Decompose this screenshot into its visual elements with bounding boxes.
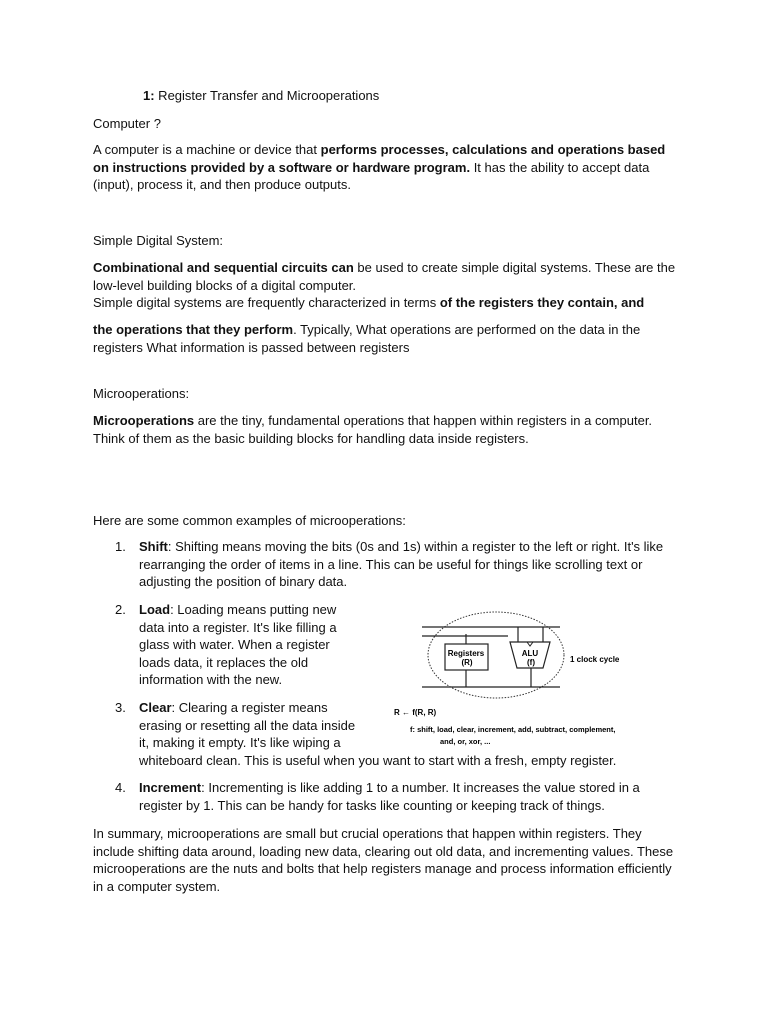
register-transfer-diagram bbox=[388, 604, 678, 754]
clock-cycle-label: 1 clock cycle bbox=[570, 655, 620, 664]
microoperations-heading: Microoperations: bbox=[93, 386, 190, 401]
alu-sublabel: (f) bbox=[527, 658, 535, 667]
microoperations-paragraph bbox=[93, 412, 683, 447]
micro-text: are the tiny, fundamental operations that happen within registers in a computer. Think of them as the basic building blocks for handling data inside registers. bbox=[93, 413, 653, 446]
computer-paragraph bbox=[93, 141, 683, 194]
sd-text-bold-1: Combinational and sequential circuits can bbox=[93, 260, 354, 275]
list-number: 4. bbox=[115, 780, 126, 795]
computer-text-b: It has the ability to accept data (input), process it, and then produce outputs. bbox=[93, 159, 650, 192]
computer-text-bold: performs processes, calculations and operations based on instructions provided by a software or hardware program. bbox=[93, 142, 666, 175]
sd-text-1: be used to create simple digital systems. These are the low-level building blocks of a digital computer. bbox=[93, 260, 676, 293]
term-load: Load bbox=[139, 602, 171, 617]
list-item-text: Shift: Shifting means moving the bits (0s and 1s) within a register to the left or right. It's like rearranging the order of items in a line. This can be useful for things like scrolling text or adjusting the position of binary data. bbox=[139, 539, 664, 589]
list-item-text: Increment: Incrementing is like adding 1 to a number. It increases the value stored in a register by 1. This can be handy for tasks like counting or keeping track of things. bbox=[139, 780, 640, 813]
list-number: 3. bbox=[115, 700, 126, 715]
list-item-text-continued: whiteboard clean. This is useful when you want to start with a fresh, empty register. bbox=[139, 753, 617, 768]
title-number: 1: bbox=[143, 88, 155, 103]
list-number: 2. bbox=[115, 602, 126, 617]
sd-text-bold-2: of the registers they contain, and bbox=[439, 295, 645, 310]
list-item-text: Clear: Clearing a register means erasing or resetting all the data inside it, making it empty. It's like wiping a bbox=[139, 700, 356, 750]
micro-text-bold: Microoperations bbox=[93, 413, 195, 428]
registers-sublabel: (R) bbox=[461, 658, 473, 667]
page-title bbox=[143, 87, 733, 105]
list-number: 1. bbox=[115, 539, 126, 554]
simple-digital-heading: Simple Digital System: bbox=[93, 233, 224, 248]
summary-paragraph: In summary, microoperations are small but crucial operations that happen within registers. They include shifting data around, loading new data, clearing out old data, and incrementing values. These microoperations are the nuts and bolts that help registers manage and process information efficiently in a computer system. bbox=[93, 826, 674, 894]
registers-label: Registers bbox=[447, 649, 485, 658]
sd-text-bold-3: the operations that they perform bbox=[93, 322, 294, 337]
sd-text-2: Simple digital systems are frequently characterized in terms bbox=[93, 295, 440, 310]
list-item-text: Load: Loading means putting new data into a register. It's like filling a glass with water. When a register loads data, it replaces the old information with the new. bbox=[139, 602, 337, 687]
operations-list-line-2: and, or, xor, ... bbox=[440, 737, 491, 746]
computer-heading: Computer ? bbox=[93, 116, 161, 131]
computer-text-a: A computer is a machine or device that bbox=[93, 142, 321, 157]
simple-digital-paragraph-2 bbox=[93, 321, 683, 356]
sd-text-3: . Typically, What operations are performed on the data in the registers What information is passed between registers bbox=[93, 322, 641, 355]
simple-digital-paragraph-1 bbox=[93, 259, 683, 312]
operations-list-line-1: f: shift, load, clear, increment, add, subtract, complement, bbox=[410, 725, 616, 734]
alu-label: ALU bbox=[521, 649, 539, 658]
term-shift: Shift bbox=[139, 539, 168, 554]
transfer-formula: R ← f(R, R) bbox=[394, 708, 437, 717]
term-increment: Increment bbox=[139, 780, 202, 795]
title-text: Register Transfer and Microoperations bbox=[154, 88, 380, 103]
term-clear: Clear bbox=[139, 700, 172, 715]
examples-intro: Here are some common examples of microoperations: bbox=[93, 513, 406, 528]
